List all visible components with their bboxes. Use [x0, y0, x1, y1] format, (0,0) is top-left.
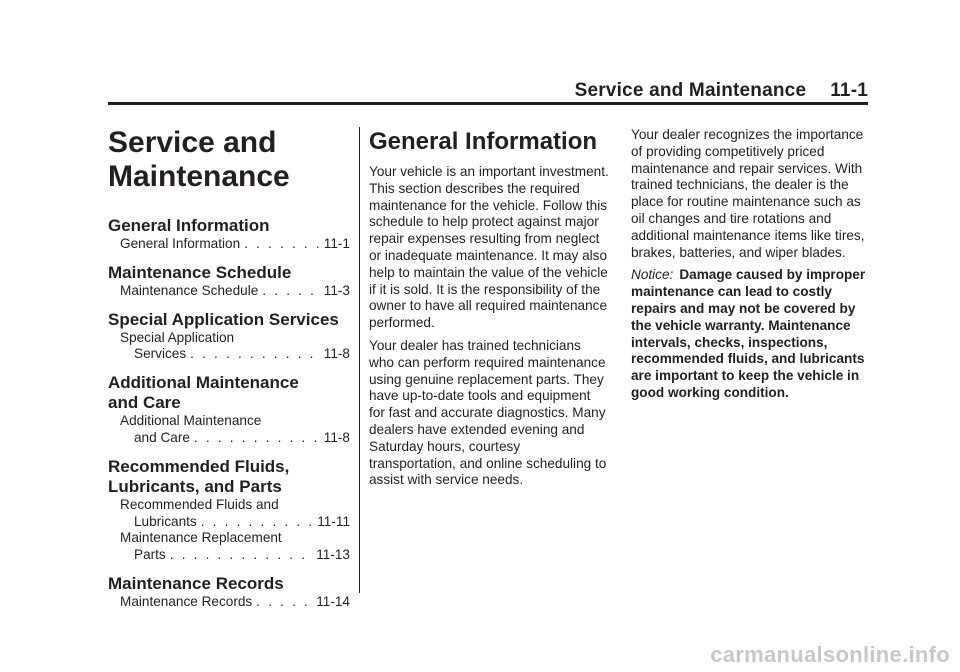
toc-entry[interactable] — [108, 497, 350, 531]
toc-entry-row — [120, 430, 350, 447]
toc-heading: Maintenance Records — [108, 573, 284, 593]
section-title: General Information — [369, 128, 598, 155]
toc-entry-page: 11-3 — [323, 282, 350, 298]
toc-entry-page: 11-1 — [323, 236, 350, 251]
toc-entry-label: Maintenance Schedule — [120, 282, 259, 298]
watermark: carmanualsonline.info — [710, 642, 950, 667]
toc-entry-label-line2: and Care — [134, 429, 190, 445]
toc-section-general-information — [108, 216, 350, 253]
page-number: 11-1 — [830, 80, 868, 101]
dot-leader — [194, 430, 320, 447]
notice-label: Notice: — [631, 267, 674, 283]
toc-entry-label-line2: Lubricants — [134, 513, 197, 529]
toc-entry-label: Maintenance Records — [120, 593, 253, 609]
toc-heading-line2: and Care — [108, 393, 181, 413]
toc-heading: General Information — [108, 216, 270, 235]
body-paragraph: Your dealer has trained technicians who can perform required maintenance using genuine replacement parts. They have up-to-date tools and equipment for fast and accurate diagnostics. Many dealers have extended evening and Saturday hours, courtesy transportation, and online scheduling to assist with service needs. — [369, 337, 607, 488]
toc-entry-row — [120, 514, 350, 531]
toc-entry-page: 11-14 — [316, 593, 350, 609]
toc-entry[interactable] — [108, 283, 350, 300]
toc-heading: Maintenance Schedule — [108, 262, 292, 282]
toc-section-maintenance-schedule — [108, 263, 350, 300]
dot-leader — [170, 547, 313, 564]
running-head-title: Service and Maintenance — [574, 80, 807, 101]
toc-entry-label: General Information — [120, 236, 241, 251]
toc-entry-row — [120, 547, 350, 564]
toc-entry[interactable] — [108, 330, 350, 364]
toc-heading-line2: Lubricants, and Parts — [108, 476, 282, 496]
toc-heading-line1: Recommended Fluids, — [108, 456, 290, 476]
toc-entry-label-line2: Services — [134, 346, 187, 362]
toc-entry-page: 11-8 — [323, 346, 350, 362]
toc-section-recommended-fluids — [108, 457, 350, 564]
general-information-section — [369, 128, 609, 495]
chapter-title-line2: Maintenance — [108, 160, 290, 193]
toc-entry-label-line2: Parts — [134, 547, 166, 563]
toc-section-special-application-services — [108, 310, 350, 364]
toc-entry-row — [120, 346, 350, 363]
toc-section-maintenance-records — [108, 574, 350, 611]
toc-entry-label-line1: Maintenance Replacement — [120, 530, 282, 546]
dot-leader — [262, 283, 319, 300]
page-header — [0, 0, 960, 106]
dot-leader — [244, 236, 320, 253]
toc-entry[interactable] — [108, 594, 350, 611]
toc-entry-page: 11-8 — [323, 429, 350, 445]
toc-entry-label-line1: Additional Maintenance — [120, 413, 262, 429]
toc-entry-page: 11-11 — [317, 513, 350, 529]
toc-entry-label-line1: Special Application — [120, 329, 235, 345]
toc-entry[interactable] — [108, 413, 350, 447]
toc-entry[interactable] — [108, 236, 350, 253]
toc-section-additional-maintenance — [108, 373, 350, 447]
toc-heading: Special Application Services — [108, 309, 339, 329]
dot-leader — [256, 594, 312, 611]
chapter-title — [108, 126, 350, 194]
header-rule — [108, 102, 868, 105]
toc-entry[interactable] — [108, 530, 350, 564]
body-paragraph: Your vehicle is an important investment. This section describes the required maintenance for the vehicle. Follow this schedule to help protect against major repair expenses resulting from neglect or inadequate maintenance. It may also help to maintain the value of the vehicle if it is sold. It is the responsibility of the owner to have all required maintenance performed. — [369, 164, 609, 331]
chapter-contents — [108, 126, 350, 621]
toc-heading-line1: Additional Maintenance — [108, 373, 299, 393]
column-divider — [359, 127, 360, 593]
toc-entry-page: 11-13 — [316, 547, 350, 563]
chapter-title-line1: Service and — [108, 126, 277, 159]
dot-leader — [201, 514, 314, 531]
dot-leader — [190, 346, 320, 363]
body-paragraph: Your dealer recognizes the importance of providing competitively priced maintenance and repair services. With trained technicians, the dealer is the place for routine maintenance such as oil changes and tire rotations and additional maintenance items like tires, brakes, batteries, and wiper blades. — [631, 127, 865, 260]
notice-text: Damage caused by improper maintenance can lead to costly repairs and may not be covered by the vehicle warranty. Maintenance intervals, checks, inspections, recommended fluids, and lubricants are important to keep the vehicle in good working condition. — [631, 267, 866, 400]
toc-entry-label-line1: Recommended Fluids and — [120, 496, 279, 512]
general-information-continued — [631, 127, 871, 402]
notice-block — [631, 267, 871, 401]
running-head — [575, 80, 868, 102]
